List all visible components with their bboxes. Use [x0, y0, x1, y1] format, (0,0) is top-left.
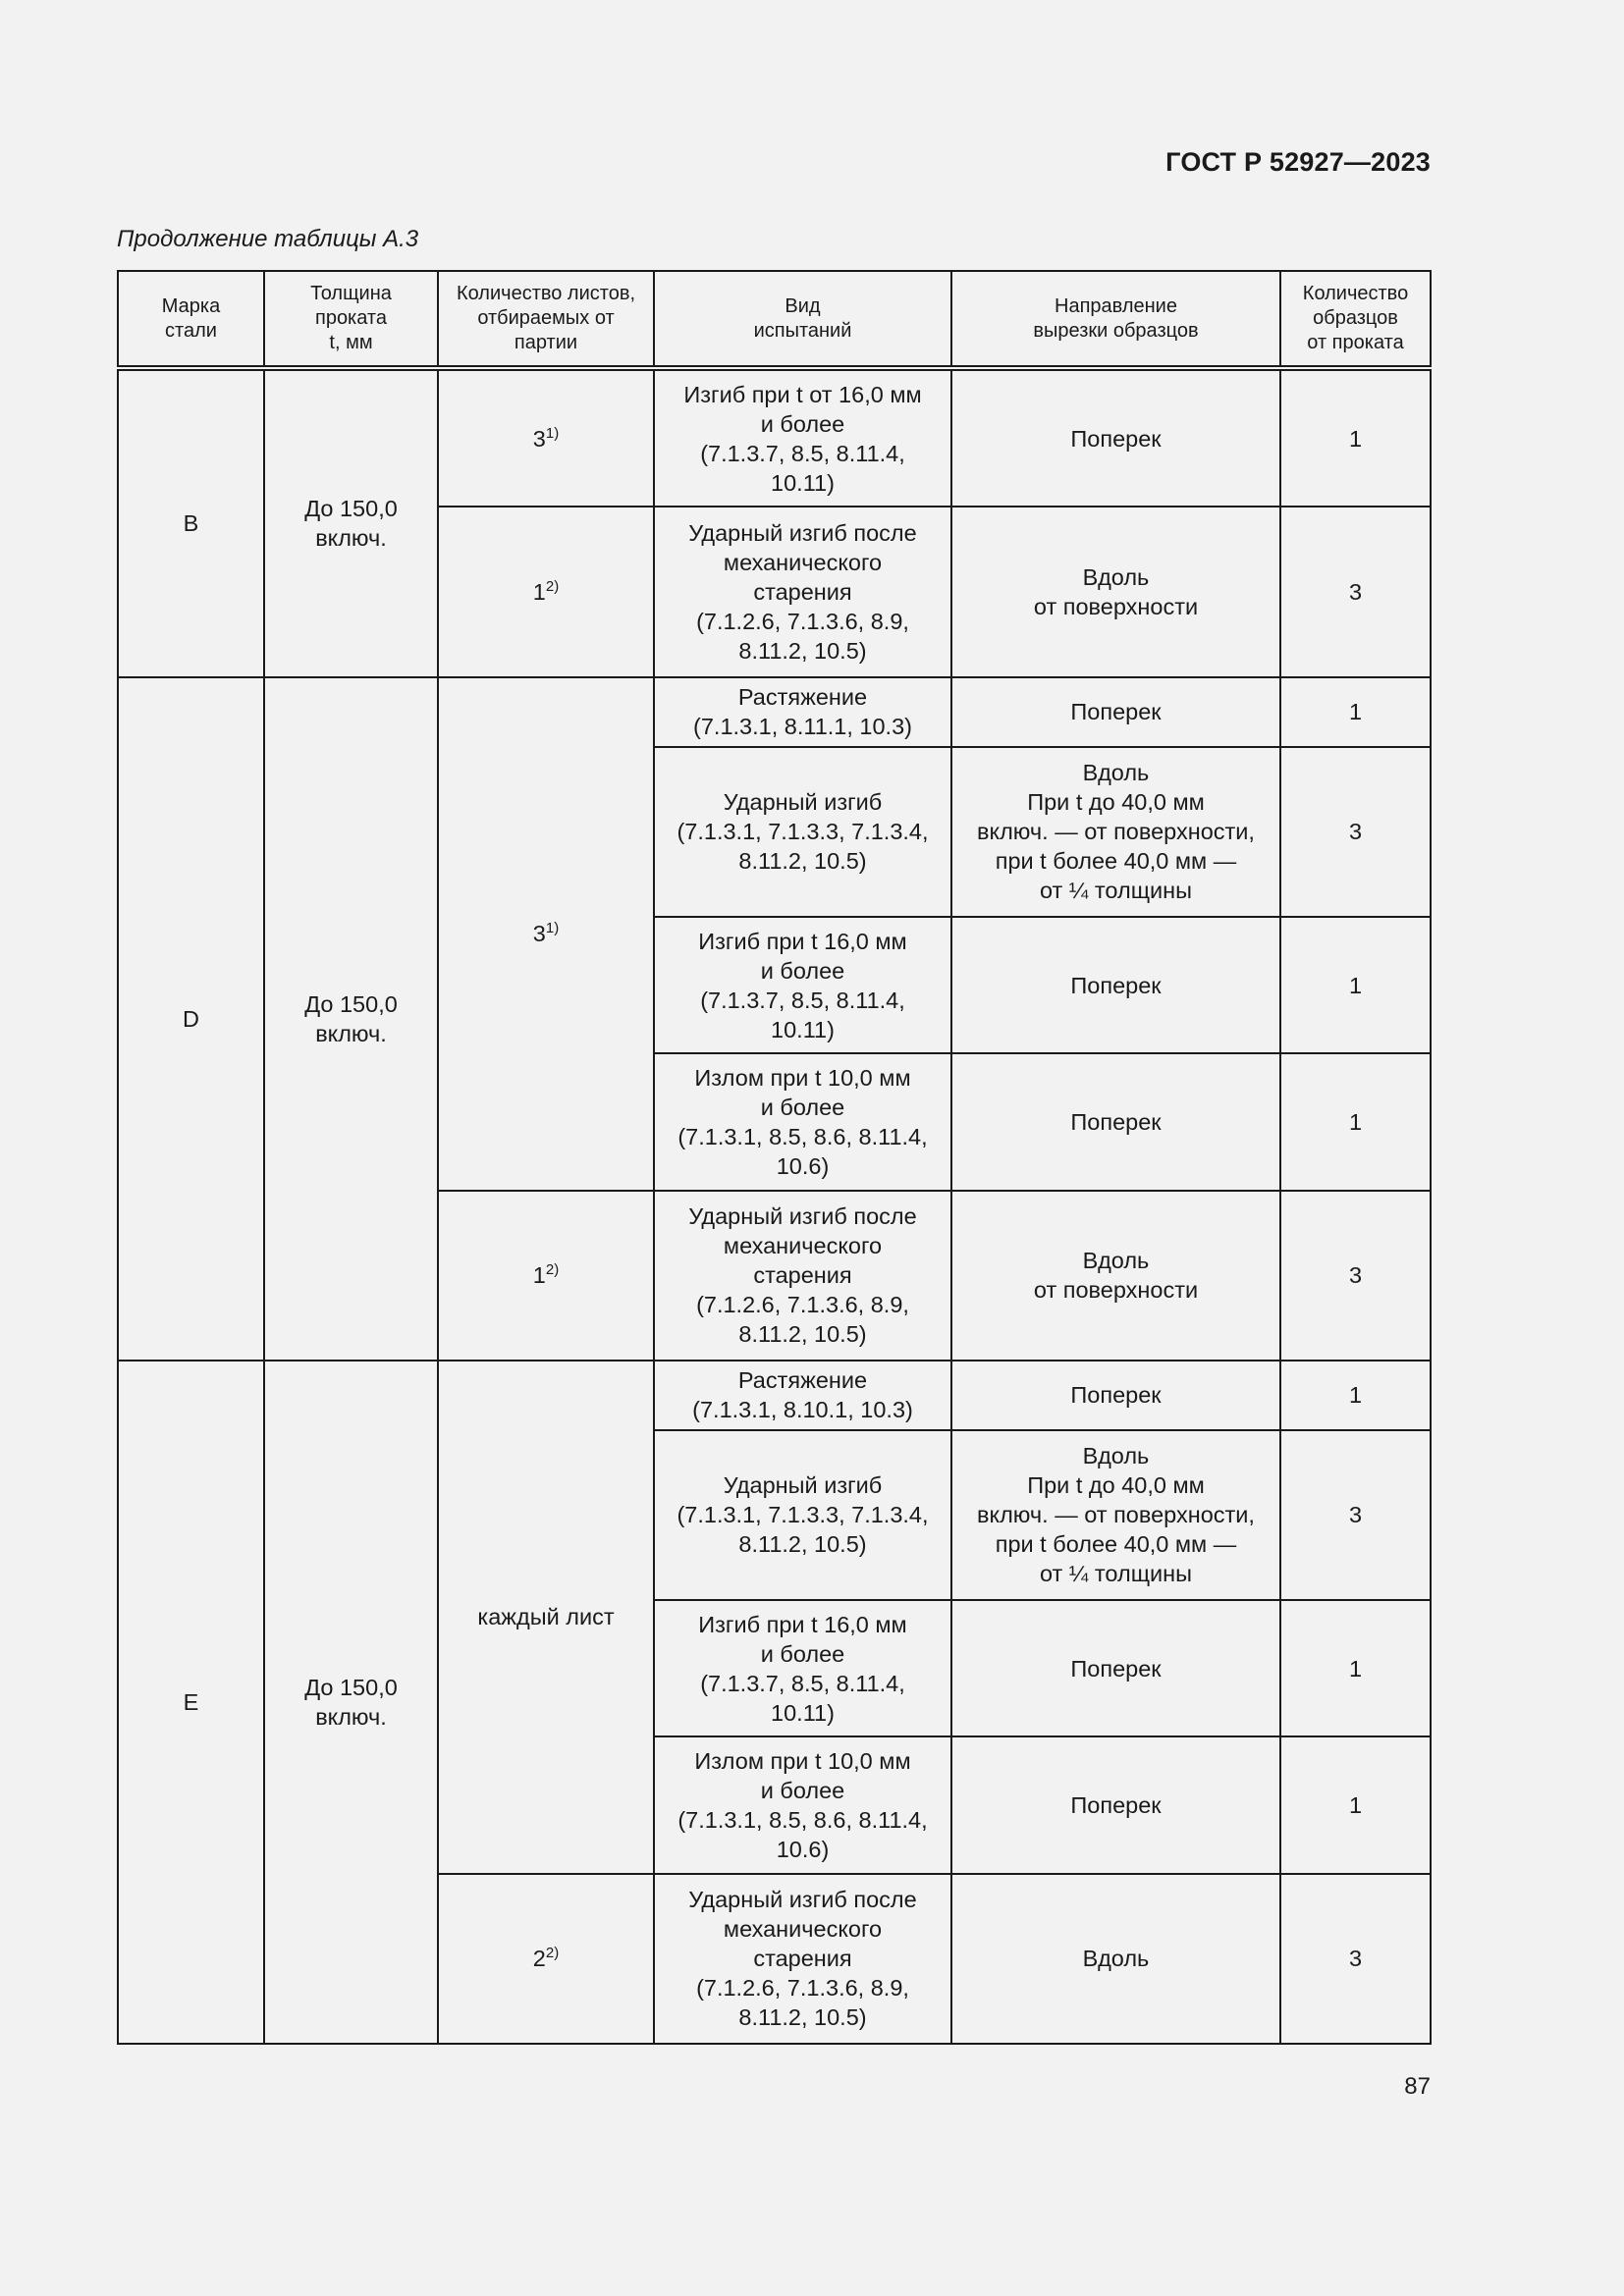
test-type-cell: Ударный изгиб (7.1.3.1, 7.1.3.3, 7.1.3.4, 8.11.2, 10.5): [654, 1430, 951, 1600]
test-type-cell: Излом при t 10,0 мм и более (7.1.3.1, 8.5, 8.6, 8.11.4, 10.6): [654, 1736, 951, 1873]
page-number: 87: [1404, 2073, 1431, 2100]
test-type-cell: Ударный изгиб (7.1.3.1, 7.1.3.3, 7.1.3.4, 8.11.2, 10.5): [654, 747, 951, 917]
header-specimen-count: Количество образцов от проката: [1280, 271, 1431, 368]
table-row: [118, 1361, 1431, 1430]
thickness-cell: До 150,0 включ.: [264, 368, 438, 677]
specimen-count-cell: 3: [1280, 1430, 1431, 1600]
table-row: [118, 368, 1431, 507]
test-type-cell: Растяжение (7.1.3.1, 8.11.1, 10.3): [654, 677, 951, 747]
sheet-count-value: каждый лист: [477, 1604, 615, 1630]
steel-grade-cell: D: [118, 677, 264, 1361]
test-type-cell: Излом при t 10,0 мм и более (7.1.3.1, 8.5, 8.6, 8.11.4, 10.6): [654, 1053, 951, 1190]
specimen-count-cell: 1: [1280, 917, 1431, 1053]
header-test-type: Вид испытаний: [654, 271, 951, 368]
table-row: [118, 677, 1431, 747]
specimen-table: [117, 270, 1432, 2045]
header-steel-grade: Марка стали: [118, 271, 264, 368]
specimen-count-cell: 3: [1280, 1191, 1431, 1361]
cut-direction-cell: Поперек: [951, 917, 1280, 1053]
specimen-count-cell: 1: [1280, 368, 1431, 507]
header-sheet-count: Количество листов, отбираемых от партии: [438, 271, 654, 368]
cut-direction-cell: Вдоль При t до 40,0 мм включ. — от поверхности, при t более 40,0 мм — от ¼ толщины: [951, 747, 1280, 917]
specimen-count-cell: 3: [1280, 1874, 1431, 2044]
cut-direction-cell: Поперек: [951, 1361, 1280, 1430]
cut-direction-cell: Вдоль от поверхности: [951, 507, 1280, 676]
specimen-count-cell: 1: [1280, 1053, 1431, 1190]
sheet-count-value: 1: [532, 1262, 546, 1289]
document-code: ГОСТ Р 52927—2023: [1165, 147, 1431, 177]
footnote-ref: 1): [545, 424, 560, 442]
test-type-cell: Ударный изгиб после механического старения (7.1.2.6, 7.1.3.6, 8.9, 8.11.2, 10.5): [654, 1874, 951, 2044]
specimen-count-cell: 1: [1280, 1600, 1431, 1736]
test-type-cell: Изгиб при t 16,0 мм и более (7.1.3.7, 8.5, 8.11.4, 10.11): [654, 1600, 951, 1736]
footnote-ref: 2): [545, 1261, 560, 1279]
sheet-count-value: 3: [532, 921, 546, 947]
sheet-count-cell: [438, 507, 654, 676]
cut-direction-cell: Поперек: [951, 677, 1280, 747]
cut-direction-cell: Поперек: [951, 1736, 1280, 1873]
test-type-cell: Ударный изгиб после механического старения (7.1.2.6, 7.1.3.6, 8.9, 8.11.2, 10.5): [654, 507, 951, 676]
thickness-cell: До 150,0 включ.: [264, 677, 438, 1361]
cut-direction-cell: Вдоль При t до 40,0 мм включ. — от поверхности, при t более 40,0 мм — от ¼ толщины: [951, 1430, 1280, 1600]
test-type-cell: Изгиб при t от 16,0 мм и более (7.1.3.7, 8.5, 8.11.4, 10.11): [654, 368, 951, 507]
sheet-count-value: 1: [532, 579, 546, 606]
cut-direction-cell: Поперек: [951, 368, 1280, 507]
header-cut-direction: Направление вырезки образцов: [951, 271, 1280, 368]
thickness-cell: До 150,0 включ.: [264, 1361, 438, 2044]
test-type-cell: Ударный изгиб после механического старения (7.1.2.6, 7.1.3.6, 8.9, 8.11.2, 10.5): [654, 1191, 951, 1361]
sheet-count-cell: [438, 1191, 654, 1361]
sheet-count-cell: [438, 677, 654, 1191]
cut-direction-cell: Вдоль от поверхности: [951, 1191, 1280, 1361]
footnote-ref: 2): [545, 578, 560, 596]
footnote-ref: 1): [545, 920, 560, 937]
sheet-count-cell: [438, 1874, 654, 2044]
footnote-ref: 2): [545, 1945, 560, 1962]
specimen-count-cell: 1: [1280, 1736, 1431, 1873]
specimen-count-cell: 3: [1280, 507, 1431, 676]
cut-direction-cell: Поперек: [951, 1053, 1280, 1190]
sheet-count-value: 2: [532, 1946, 546, 1972]
steel-grade-cell: E: [118, 1361, 264, 2044]
header-row: [118, 271, 1431, 368]
specimen-count-cell: 1: [1280, 1361, 1431, 1430]
specimen-count-cell: 1: [1280, 677, 1431, 747]
specimen-count-cell: 3: [1280, 747, 1431, 917]
sheet-count-cell: [438, 1361, 654, 1874]
cut-direction-cell: Вдоль: [951, 1874, 1280, 2044]
sheet-count-cell: [438, 368, 654, 507]
steel-grade-cell: B: [118, 368, 264, 677]
header-thickness: Толщина проката t, мм: [264, 271, 438, 368]
cut-direction-cell: Поперек: [951, 1600, 1280, 1736]
test-type-cell: Растяжение (7.1.3.1, 8.10.1, 10.3): [654, 1361, 951, 1430]
table-caption: Продолжение таблицы А.3: [117, 226, 419, 252]
test-type-cell: Изгиб при t 16,0 мм и более (7.1.3.7, 8.5, 8.11.4, 10.11): [654, 917, 951, 1053]
sheet-count-value: 3: [532, 425, 546, 452]
